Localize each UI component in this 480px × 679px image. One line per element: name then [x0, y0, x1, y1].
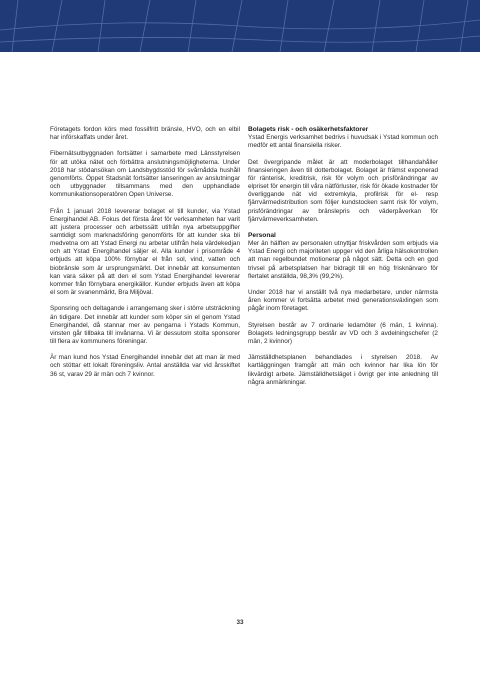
- paragraph: Är man kund hos Ystad Energihandel innebär det att man är med och stöttar ett lokalt föreningsliv. Antal anställda var vid årsskiftet 36 st, varav 29 är män och 7 kvinnor.: [50, 354, 240, 378]
- paragraph: Jämställdhetsplanen behandlades i styrelsen 2018. Av kartläggningen framgår att män och kvinnor har lika lön för likvärdigt arbete. Jämställdhetsläget i övrigt ger inte anledning till några anmärkningar.: [248, 354, 438, 386]
- paragraph: Ystad Energis verksamhet bedrivs i huvudsak i Ystad kommun och medför ett antal finansiella risker.: [248, 134, 438, 150]
- paragraph: Från 1 januari 2018 levererar bolaget el till kunder, via Ystad Energihandel AB. Fokus det första året för verksamheten har varit att justera processer och arbetssätt utifrån nya arbetsuppgifter samtidigt som marknadsföring genomförts för att kunder ska bli medvetna om att Ystad Energi nu arbetar utifrån hela värdekedjan och att Ystad Energihandel säljer el. Alla kunder i prisområde 4 erbjuds att köpa 100% förnybar el från sol, vind, vatten och biobränsle som är ursprungsmärkt. Det innebär att konsumenten kan vara säker på att den el som Ystad Energihandel levererar kommer från förnybara energikällor. Kunder erbjuds även att köpa el som är svanenmärkt, Bra Miljöval.: [50, 207, 240, 297]
- page-number: 33: [236, 619, 244, 626]
- paragraph: Företagets fordon körs med fossilfritt bränsle, HVO, och en elbil har införskaffats under året.: [50, 126, 240, 142]
- paragraph: Sponsring och deltagande i arrangemang sker i större utsträckning än tidigare. Det innebär att kunder som köper sin el genom Ystad Energihandel, då stannar mer av pengarna i Ystads Kommun, vinsten går tillbaka till invånarna. Vi är dessutom stolta sponsorer till flera av kommunens föreningar.: [50, 305, 240, 346]
- right-text-column: [248, 126, 438, 395]
- paragraph: Under 2018 har vi anställt två nya medarbetare, under närmsta åren kommer vi fortsätta arbetet med generationsväxlingen som pågår inom företaget.: [248, 289, 438, 313]
- header-decoration-band: [0, 0, 480, 52]
- left-text-column: [50, 126, 240, 387]
- paragraph: Fibernätsutbyggnaden fortsätter i samarbete med Länsstyrelsen för att utöka nätet och förbättra anslutningsmöjligheterna. Under 2018 har stödansökan om Landsbygdsstöd för svårnådda hushåll genomförts. Öppet Stadsnät fortsätter lanseringen av anslutningar och utbyggnader tillsammans med den upphandlade kommunikationsoperatören Open Universe.: [50, 150, 240, 199]
- personal-heading: Personal: [248, 232, 276, 239]
- paragraph: Styrelsen består av 7 ordinarie ledamöter (6 män, 1 kvinna). Bolagets ledningsgrupp består av VD och 3 avdelningschefer (2 män, 2 kvinnor): [248, 321, 438, 345]
- header-line-pattern: [0, 0, 480, 52]
- paragraph: Mer än hälften av personalen utnyttjar friskvården som erbjuds via Ystad Energi och majoriteten uppger vid den årliga hälsokontrollen att man regelbundet motionerar på något sätt. Detta och en god trivsel på arbetsplatsen har bidragit till en hög frisknärvaro för flertalet anställda, 98,3% (99,2%).: [248, 240, 438, 280]
- risk-heading: Bolagets risk - och osäkerhetsfaktorer: [248, 126, 369, 133]
- paragraph: Det övergripande målet är att moderbolaget tillhandahåller finansieringen även till dotterbolaget. Bolaget är främst exponerad för ränterisk, kreditrisk, risk för volym och prisförändringar av elpriset för energin till våra nätförluster, risk för ökade kostnader för överliggande nät vid extremkyla, profilrisk för el- resp fjärrvärmedistribution som följer kundstocken samt risk för volym, prisförändringar av bränslepris och väderpåverkan för fjärrvärmeverksamheten.: [248, 158, 438, 223]
